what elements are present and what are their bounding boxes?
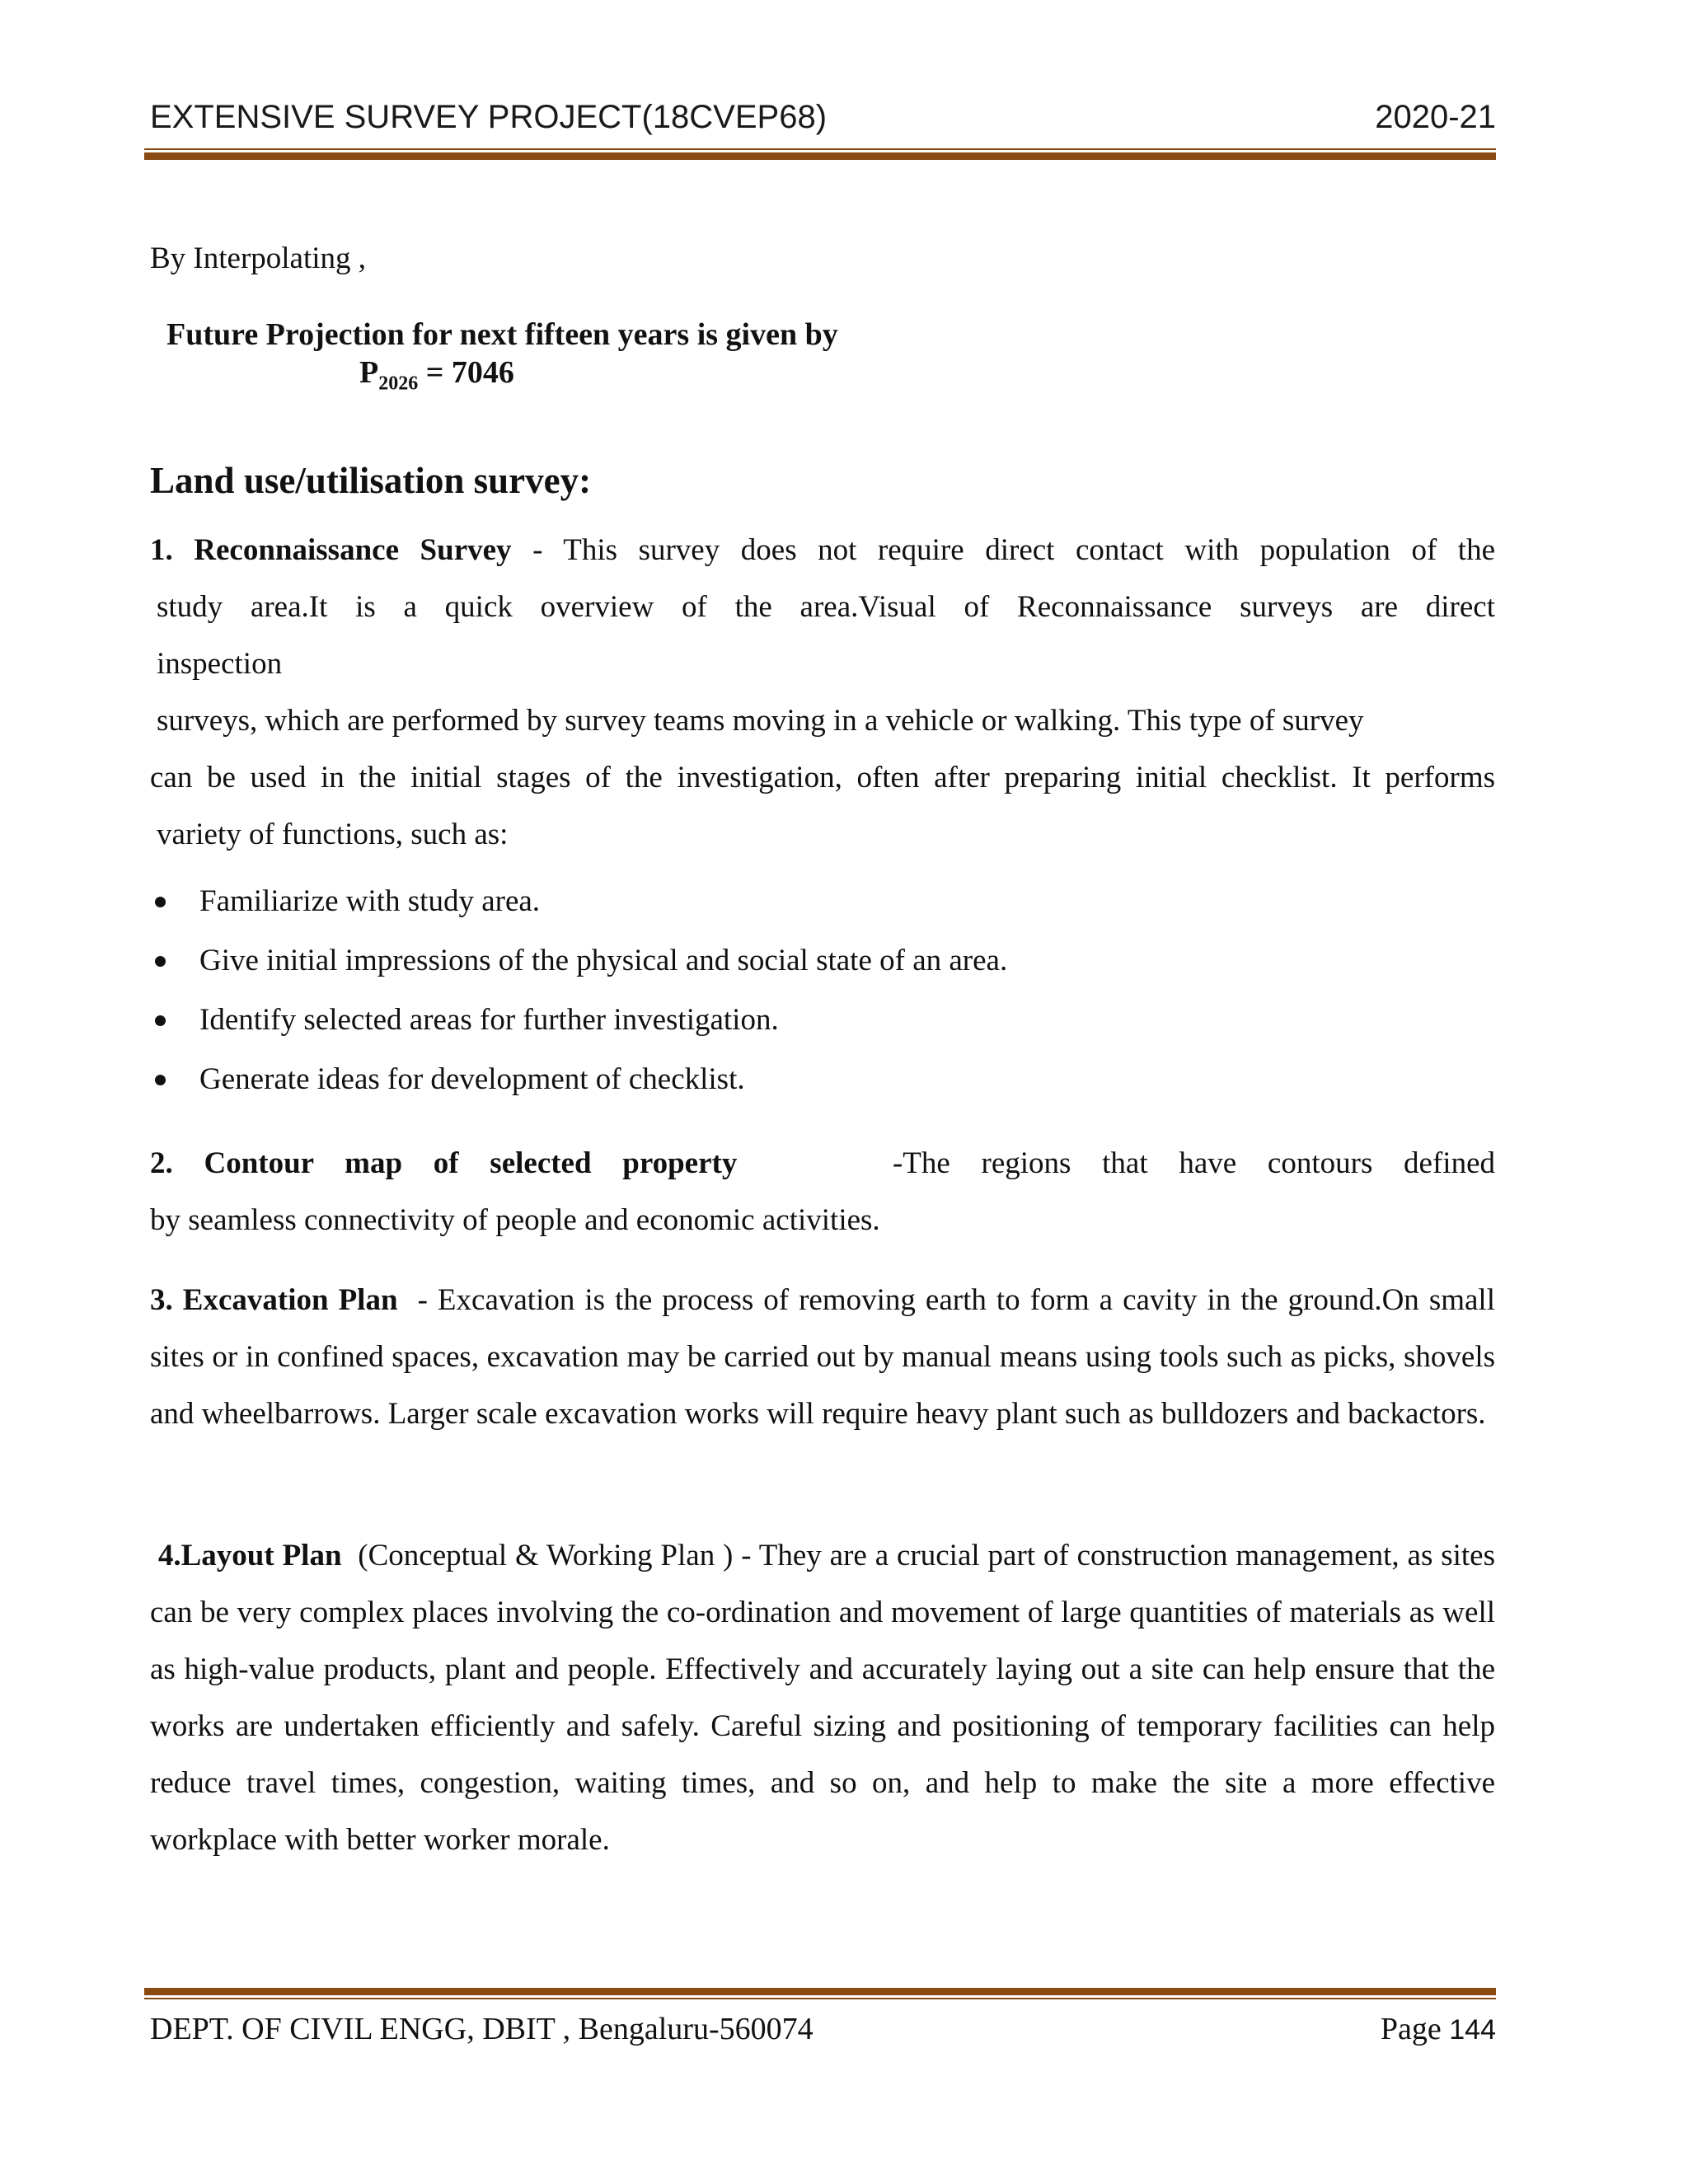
item1-line5: can be used in the initial stages of the investigation, often after preparing initial checklist. It performs: [150, 761, 1495, 794]
item1-line3: inspection: [157, 647, 283, 681]
item1-bullet-list: [150, 872, 1495, 1109]
item1-title: 1. Reconnaissance Survey: [150, 533, 512, 567]
item4-title: 4.Layout Plan: [157, 1539, 342, 1572]
item2-title: 2. Contour map of selected property: [150, 1146, 738, 1180]
item3-title: 3. Excavation Plan: [150, 1283, 398, 1317]
bullet-icon: [155, 897, 166, 907]
footer-dept: DEPT. OF CIVIL ENGG, DBIT , Bengaluru-560074: [150, 2012, 814, 2046]
projection-formula: [359, 354, 514, 396]
header-title: EXTENSIVE SURVEY PROJECT(18CVEP68): [150, 99, 828, 135]
bullet-icon: [155, 956, 166, 967]
list-item: Generate ideas for development of checklist.: [150, 1050, 1495, 1109]
item1-line2: study area.It is a quick overview of the area.Visual of Reconnaissance surveys are direct: [157, 590, 1495, 624]
projection-line: Future Projection for next fifteen years is given by: [166, 317, 838, 352]
bullet-icon: [155, 1075, 166, 1085]
item2-line2: by seamless connectivity of people and economic activities.: [150, 1203, 880, 1237]
page-label: Page: [1380, 2012, 1450, 2046]
interpolating-text: By Interpolating ,: [150, 241, 367, 275]
footer-rule-thin: [144, 1998, 1496, 1999]
bullet-icon: [155, 1015, 166, 1026]
list-item: Familiarize with study area.: [150, 872, 1495, 931]
footer-page: [1381, 2011, 1496, 2047]
footer-rule-thick: [144, 1988, 1496, 1995]
item1-line1: 1. Reconnaissance Survey - This survey does not require direct contact with population of the: [150, 533, 1496, 567]
section-heading: Land use/utilisation survey:: [150, 460, 592, 501]
list-item: Identify selected areas for further investigation.: [150, 991, 1495, 1050]
item2-line1: 2. Contour map of selected property -The regions that have contours defined: [150, 1146, 1496, 1180]
item1-line4: surveys, which are performed by survey teams moving in a vehicle or walking. This type of survey: [157, 704, 1364, 738]
header-rule-thick: [144, 152, 1496, 160]
page-number: 144: [1449, 2014, 1496, 2046]
projection-symbol: P: [359, 355, 379, 390]
projection-value: = 7046: [418, 355, 514, 390]
item3-paragraph: 3. Excavation Plan - Excavation is the process of removing earth to form a cavity in the ground.On small sites or in confined spaces, excavation may be carried out by manual means using tools such as picks, shovels and wheelbarrows. Larger scale excavation works will require heavy plant such as bulldozers and backactors.: [150, 1283, 1495, 1431]
list-item: Give initial impressions of the physical and social state of an area.: [150, 931, 1495, 991]
item4-paragraph: 4.Layout Plan (Conceptual & Working Plan ) - They are a crucial part of construction management, as sites can be very complex places involving the co-ordination and movement of large quantities of materials as well as high-value products, plant and people. Effectively and accurately laying out a site can help ensure that the works are undertaken efficiently and safely. Careful sizing and positioning of temporary facilities can help reduce travel times, congestion, waiting times, and so on, and help to make the site a more effective workplace with better worker morale.: [150, 1539, 1496, 1857]
header-rule-thin: [144, 148, 1496, 150]
header-year: 2020-21: [1375, 99, 1496, 135]
projection-subscript: 2026: [378, 373, 419, 395]
item1-line6: variety of functions, such as:: [157, 818, 509, 851]
